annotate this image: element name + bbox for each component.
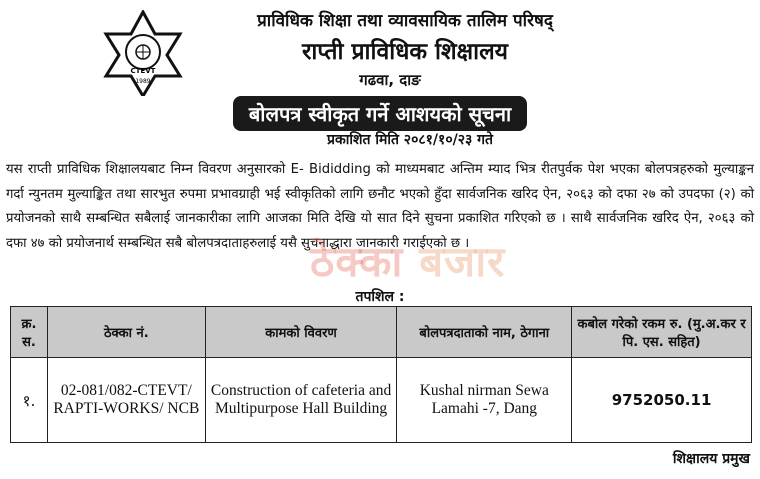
cell-sn: १. xyxy=(11,358,48,443)
cell-bidder: Kushal nirman Sewa Lamahi -7, Dang xyxy=(397,358,572,443)
table-row xyxy=(11,358,752,443)
header-description: कामको विवरण xyxy=(205,307,397,358)
school-location: गढवा, दाङ xyxy=(359,71,421,89)
watermark-part2: बजार xyxy=(419,237,506,286)
logo-text: CTEVT xyxy=(130,67,156,75)
published-date: प्रकाशित मिति २०८१/१०/२३ गते xyxy=(326,132,494,148)
watermark-part1: ठेक्का xyxy=(310,237,404,286)
header-amount: कबोल गरेको रकम रु. (मु.अ.कर र पि. एस. सहित) xyxy=(572,307,752,358)
signatory: शिक्षालय प्रमुख xyxy=(672,451,750,467)
logo-year: 1989 xyxy=(135,78,151,85)
notice-body: यस राप्ती प्राविधिक शिक्षालयबाट निम्न विवरण अनुसारको E- Bididding को माध्यमबाट अन्तिम म्याद भित्र रीतपुर्वक पेश भएका बोलपत्रहरुको मुल्याङ्कन गर्दा न्युनतम मुल्याङ्कित तथा सारभुत रुपमा प्रभावग्राही भई स्वीकृतिको लागि छनौट भएको हुँदा सार्वजनिक खरिद ऐन, २०६३ को दफा २७ को उपदफा (२) को प्रयोजनको साथै सम्बन्धित सबैलाई जानकारीका लागि आजका मिति देखि यो सात दिने सुचना प्रकाशित गरिएको छ । साथै सार्वजनिक खरिद ऐन, २०६३ को दफा ४७ को प्रयोजनार्थ सम्बन्धित सबै बोलपत्रदाताहरुलाई यसै सुचनाद्धारा जानकारी गराईएको छ । xyxy=(6,162,754,251)
details-table xyxy=(10,306,752,443)
header-sn: क्र. स. xyxy=(11,307,48,358)
cell-description: Construction of cafeteria and Multipurpose Hall Building xyxy=(205,358,397,443)
school-name: राप्ती प्राविधिक शिक्षालय xyxy=(301,39,509,65)
table-header-row xyxy=(11,307,752,358)
header-bidder: बोलपत्रदाताको नाम, ठेगाना xyxy=(397,307,572,358)
council-name: प्राविधिक शिक्षा तथा व्यावसायिक तालिम परिषद् xyxy=(257,11,553,31)
notice-title: बोलपत्र स्वीकृत गर्ने आशयको सूचना xyxy=(233,96,527,131)
cell-amount: 9752050.11 xyxy=(572,358,752,443)
table-caption: तपशिल : xyxy=(355,289,405,305)
cell-contract-no: 02-081/082-CTEVT/ RAPTI-WORKS/ NCB xyxy=(47,358,205,443)
header-contract-no: ठेक्का नं. xyxy=(47,307,205,358)
